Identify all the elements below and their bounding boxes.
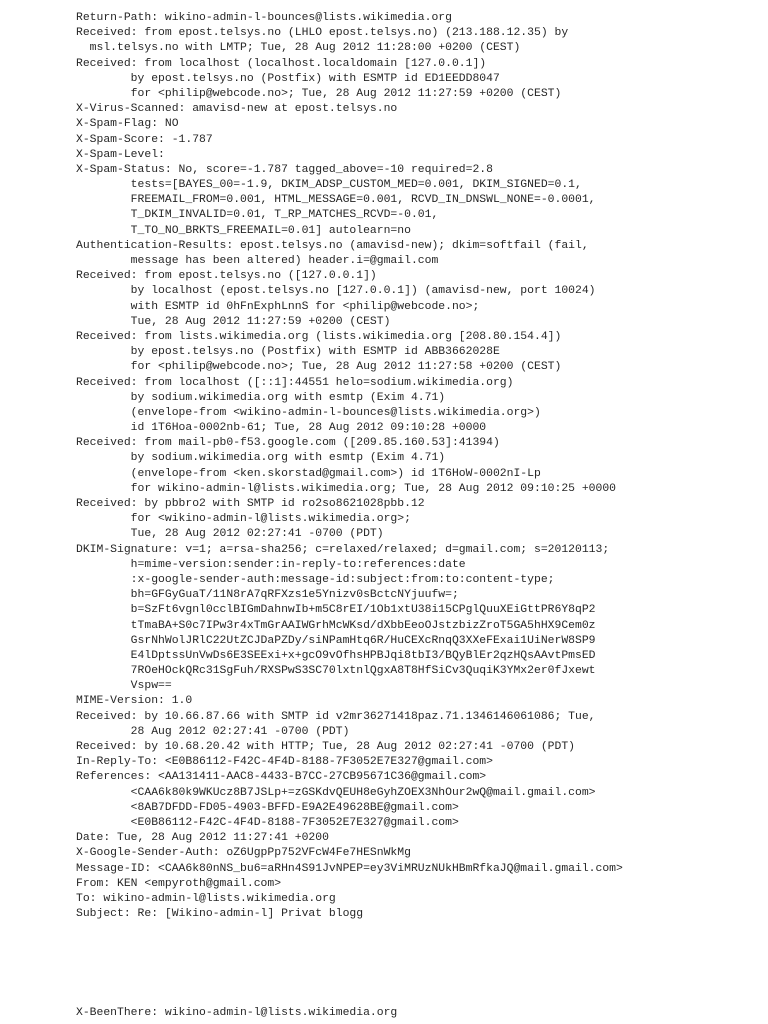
header-line: X-Spam-Flag: NO [76,118,179,131]
header-line: h=mime-version:sender:in-reply-to:references:date [76,558,466,571]
header-line: with ESMTP id 0hFnExphLnnS for <philip@webcode.no>; [76,300,480,313]
header-line: Tue, 28 Aug 2012 02:27:41 -0700 (PDT) [76,528,384,541]
header-line: by epost.telsys.no (Postfix) with ESMTP id ED1EEDD8047 [76,72,500,85]
header-line: (envelope-from <wikino-admin-l-bounces@lists.wikimedia.org>) [76,406,541,419]
header-line: for <philip@webcode.no>; Tue, 28 Aug 2012 11:27:58 +0200 (CEST) [76,361,562,374]
header-line: b=SzFt6vgnl0cclBIGmDahnwIb+m5C8rEI/1Ob1xtU38i15CPglQuuXEiGttPR6Y8qP2 [76,604,596,617]
header-line: X-Spam-Level: [76,148,165,161]
header-line: for <wikino-admin-l@lists.wikimedia.org>; [76,513,411,526]
header-line: MIME-Version: 1.0 [76,695,193,708]
footer-header-line: X-BeenThere: wikino-admin-l@lists.wikimedia.org [76,1007,398,1019]
header-line: To: wikino-admin-l@lists.wikimedia.org [76,892,336,905]
header-line: X-Virus-Scanned: amavisd-new at epost.telsys.no [76,103,398,116]
header-line: References: <AA131411-AAC8-4433-B7CC-27CB95671C36@gmail.com> [76,771,487,784]
header-line: message has been altered) header.i=@gmail.com [76,255,439,267]
header-line: for <philip@webcode.no>; Tue, 28 Aug 2012 11:27:59 +0200 (CEST) [76,87,562,100]
header-line: msl.telsys.no with LMTP; Tue, 28 Aug 2012 11:28:00 +0200 (CEST) [76,42,521,55]
email-header-block [76,11,756,922]
header-line: Tue, 28 Aug 2012 11:27:59 +0200 (CEST) [76,315,391,328]
header-line: In-Reply-To: <E0B86112-F42C-4F4D-8188-7F3052E7E327@gmail.com> [76,756,493,769]
header-line: FREEMAIL_FROM=0.001, HTML_MESSAGE=0.001, RCVD_IN_DNSWL_NONE=-0.0001, [76,194,596,207]
header-line: GsrNhWolJRlC22UtZCJDaPZDy/siNPamHtq6R/HuCEXcRnqQ3XXeFExai1UiNerW8SP9 [76,634,596,647]
header-line: <CAA6k80k9WKUcz8B7JSLp+=zGSKdvQEUH8eGyhZOEX3NhOur2wQ@mail.gmail.com> [76,786,596,799]
header-line: Received: from epost.telsys.no ([127.0.0.1]) [76,270,377,283]
header-line: Vspw== [76,680,172,693]
header-line: From: KEN <empyroth@gmail.com> [76,877,282,890]
header-line: Return-Path: wikino-admin-l-bounces@lists.wikimedia.org [76,12,452,24]
header-line: bh=GFGyGuaT/11N8rA7qRFXzs1e5Ynizv0sBctcNYjuufw=; [76,589,459,602]
header-line: by sodium.wikimedia.org with esmtp (Exim 4.71) [76,452,446,465]
header-line: :x-google-sender-auth:message-id:subject:from:to:content-type; [76,573,555,586]
header-line: Received: by 10.66.87.66 with SMTP id v2mr36271418paz.71.1346146061086; Tue, [76,710,596,723]
header-line: Received: from localhost (localhost.localdomain [127.0.0.1]) [76,57,487,70]
header-line: by localhost (epost.telsys.no [127.0.0.1]) (amavisd-new, port 10024) [76,285,596,298]
header-line: X-Google-Sender-Auth: oZ6UgpPp752VFcW4Fe7HESnWkMg [76,847,411,860]
header-line: 7ROeHOckQRc31SgFuh/RXSPwS3SC70lxtnlQgxA8T8HfSiCv3QuqiK3YMx2er0fJxewt [76,665,596,678]
header-line: id 1T6Hoa-0002nb-61; Tue, 28 Aug 2012 09:10:28 +0000 [76,422,487,435]
header-line: by sodium.wikimedia.org with esmtp (Exim 4.71) [76,391,446,404]
header-line: Received: by 10.68.20.42 with HTTP; Tue, 28 Aug 2012 02:27:41 -0700 (PDT) [76,741,575,753]
header-line: Subject: Re: [Wikino-admin-l] Privat blogg [76,908,364,921]
header-line: Received: from lists.wikimedia.org (lists.wikimedia.org [208.80.154.4]) [76,330,562,343]
header-line: X-Spam-Status: No, score=-1.787 tagged_above=-10 required=2.8 [76,163,493,176]
header-line: <8AB7DFDD-FD05-4903-BFFD-E9A2E49628BE@gmail.com> [76,801,459,814]
header-line: T_DKIM_INVALID=0.01, T_RP_MATCHES_RCVD=-0.01, [76,209,439,222]
header-line: for wikino-admin-l@lists.wikimedia.org; Tue, 28 Aug 2012 09:10:25 +0000 [76,482,617,495]
header-line: Received: from mail-pb0-f53.google.com ([209.85.160.53]:41394) [76,437,500,450]
header-line: X-Spam-Score: -1.787 [76,133,213,146]
header-line: Authentication-Results: epost.telsys.no (amavisd-new); dkim=softfail (fail, [76,239,589,252]
header-line: Received: from epost.telsys.no (LHLO epost.telsys.no) (213.188.12.35) by [76,27,569,40]
header-line: Received: from localhost ([::1]:44551 helo=sodium.wikimedia.org) [76,376,514,389]
header-line: by epost.telsys.no (Postfix) with ESMTP id ABB3662028E [76,346,500,359]
header-line: Received: by pbbro2 with SMTP id ro2so8621028pbb.12 [76,498,425,510]
header-line: tTmaBA+S0c7IPw3r4xTmGrAAIWGrhMcWKsd/dXbbEeoOJstzbizZroT5GA5hHX9Cem0z [76,619,596,632]
header-line: tests=[BAYES_00=-1.9, DKIM_ADSP_CUSTOM_MED=0.001, DKIM_SIGNED=0.1, [76,179,582,192]
header-line: E4lDptssUnVwDs6E3SEExi+x+gcO9vOfhsHPBJqi8tbI3/BQyBlEr2qzHQsAAvtPmsED [76,649,596,662]
header-line: Date: Tue, 28 Aug 2012 11:27:41 +0200 [76,832,329,845]
header-line: 28 Aug 2012 02:27:41 -0700 (PDT) [76,725,350,738]
header-line: <E0B86112-F42C-4F4D-8188-7F3052E7E327@gmail.com> [76,816,459,829]
header-line: Message-ID: <CAA6k80nNS_bu6=aRHn4S91JvNPEP=ey3ViMRUzNUkHBmRfkaJQ@mail.gmail.com> [76,862,623,875]
header-line: T_TO_NO_BRKTS_FREEMAIL=0.01] autolearn=no [76,224,411,237]
header-line: DKIM-Signature: v=1; a=rsa-sha256; c=relaxed/relaxed; d=gmail.com; s=20120113; [76,543,610,556]
header-line: (envelope-from <ken.skorstad@gmail.com>) id 1T6HoW-0002nI-Lp [76,467,541,480]
